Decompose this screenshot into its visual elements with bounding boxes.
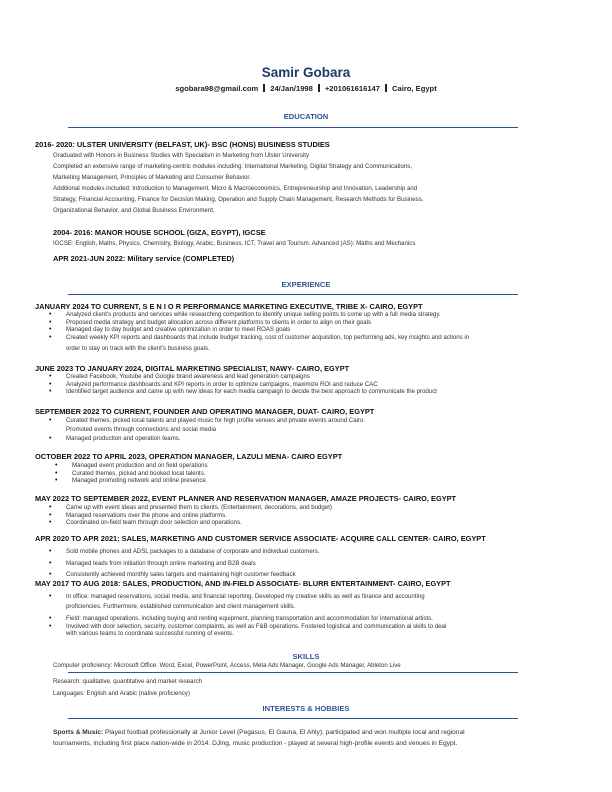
job-bullets — [72, 462, 208, 485]
separator — [263, 84, 265, 92]
bullet-continuation: with various teams to coordinate successful running of events. — [66, 630, 234, 637]
school-line: IGCSE: English, Maths, Physics, Chemistry, Biology, Arabic, Business, ICT, Travel and Tourism. Advanced (AS): Maths and Mechanics — [53, 240, 416, 247]
contact-line — [0, 84, 612, 93]
list-item: • Created Facebook, Youtube and Google brand awareness and lead generation campaigns — [66, 373, 437, 381]
education-line: Completed an extensive range of marketing-centric modules including: International Marketing, Digital Strategy and Communications, — [53, 163, 413, 170]
job-bullets — [66, 615, 446, 630]
school-heading: 2004- 2016: MANOR HOUSE SCHOOL (GIZA, EGYPT), IGCSE — [53, 228, 266, 237]
job-heading: SEPTEMBER 2022 TO CURRENT, FOUNDER AND OPERATING MANAGER, DUAT- CAIRO, EGYPT — [35, 407, 375, 416]
job-bullets — [66, 417, 365, 425]
list-item: • Managed production and operation teams. — [66, 435, 181, 443]
interests-line — [53, 729, 465, 736]
list-item: • Managed leads from initiation through online marketing and B2B deals — [66, 558, 320, 570]
list-item: • Managed event production and on field operations — [72, 462, 208, 470]
list-item: • Came up with event ideas and presented them to clients. (Entertainment, decorations, and budget) — [66, 504, 332, 512]
section-divider — [68, 672, 518, 673]
list-item: • Analyzed client's products and services while researching competition to identify unique selling points to come up with a full media strategy. — [66, 311, 469, 319]
list-item: • Consistently achieved monthly sales targets and maintaining high customer feedback — [66, 569, 320, 581]
list-item: • Proposed media strategy and budget allocation across different platforms to clients in order to align on their goals — [66, 319, 469, 327]
list-item: • Managed reservations over the phone and online platforms. — [66, 512, 332, 520]
job-bullets — [66, 373, 437, 396]
job-heading: JUNE 2023 TO JANUARY 2024, DIGITAL MARKETING SPECIALIST, NAWY- CAIRO, EGYPT — [35, 364, 350, 373]
section-divider — [68, 294, 518, 295]
separator — [318, 84, 320, 92]
bullet-continuation: proficiencies. Furthermore, established communication and client management skills. — [66, 603, 296, 610]
experience-title: EXPERIENCE — [281, 280, 331, 289]
list-item: • Involved with door selection, security, customer complaints, as well as F&B operations. Fostered logistical and communication al skills to deal — [66, 623, 446, 631]
list-item: • In office: managed reservations, social media, and financial reporting. Developed my creative skills as well as finance and accounting — [66, 591, 425, 603]
job-heading: OCTOBER 2022 TO APRIL 2023, OPERATION MANAGER, LAZULI MENA- CAIRO EGYPT — [35, 452, 343, 461]
separator — [385, 84, 387, 92]
phone: +201061616147 — [324, 84, 380, 93]
list-item: • Curated themes, picked and booked local talents. — [72, 470, 208, 478]
interests-text: Played football professionally at Junior Level (Pegasus, El Gauna, El Ahly); participated and won multiple local and regional — [103, 729, 465, 736]
skill-computer: Computer proficiency: Microsoft Office: Word, Excel, PowerPoint, Access, Meta Ads Manager, Google Ads Manager, Ableton Live — [53, 662, 401, 669]
job-heading: APR 2020 TO APR 2021: SALES, MARKETING AND CUSTOMER SERVICE ASSOCIATE- ACQUIRE CALL CENTER- CAIRO, EGYPT — [35, 534, 486, 543]
list-item: • Field: managed operations, including buying and renting equipment, planning transportation and accommodation for international artists. — [66, 615, 446, 623]
job-heading: MAY 2022 TO SEPTEMBER 2022, EVENT PLANNER AND RESERVATION MANAGER, AMAZE PROJECTS- CAIRO, EGYPT — [35, 494, 457, 503]
job-heading: MAY 2017 TO AUG 2018: SALES, PRODUCTION, AND IN-FIELD ASSOCIATE- BLURR ENTERTAINMENT- CAIRO, EGYPT — [35, 579, 451, 588]
bullet-continuation: order to stay on track with the client's business goals. — [66, 345, 210, 352]
education-title: EDUCATION — [283, 112, 329, 121]
candidate-name: Samir Gobara — [261, 65, 351, 80]
list-item: • Managed day to day budget and creative optimization in order to meet ROAS goals — [66, 326, 469, 334]
list-item: • Curated themes, picked local talents and played music for high profile venues and private events around Cairo. — [66, 417, 365, 425]
section-divider — [68, 127, 518, 128]
list-item: • Identified target audience and came up with new ideas for each media campaign to decide the best approach to communicate the product — [66, 388, 437, 396]
list-item: • Created weekly KPI reports and dashboards that include budget tracking, cost of customer acquisition, top performing ads, key insights and actions in — [66, 334, 469, 342]
education-line: Strategy, Financial Accounting, Finance for Decision Making, Operation and Supply Chain Management, Research Methods for Business, — [53, 196, 424, 203]
job-bullets — [66, 435, 181, 443]
education-line: Marketing Management, Principles of Marketing and Consumer Behavior. — [53, 174, 251, 181]
skills-title: SKILLS — [292, 652, 320, 661]
email: sgobara98@gmail.com — [175, 84, 259, 93]
bullet-continuation: Promoted events through connections and social media — [66, 426, 217, 433]
skill-languages: Languages: English and Arabic (native proficiency) — [53, 690, 190, 697]
education-line: Additional modules included: Introduction to Management, Micro & Macroeconomics, Entrepreneurship and Innovation, Leadership and — [53, 185, 418, 192]
list-item: • Coordinated on-field team through door selection and operations. — [66, 519, 332, 527]
list-item: • Analyzed performance dashboards and KPI reports in order to optimize campaigns, maximize ROI and reduce CAC — [66, 381, 437, 389]
job-bullets — [66, 504, 332, 527]
skill-research: Research: qualitative, quantitative and market research — [53, 678, 203, 685]
section-divider — [68, 718, 518, 719]
interests-label: Sports & Music: — [53, 729, 104, 736]
date-of-birth: 24/Jan/1998 — [270, 84, 313, 93]
education-line: Graduated with Honors in Business Studies with Specialism in Marketing from Ulster University — [53, 152, 310, 159]
job-bullets — [66, 546, 320, 581]
university-heading: 2016- 2020: ULSTER UNIVERSITY (BELFAST, UK)- BSC (HONS) BUSINESS STUDIES — [35, 140, 330, 149]
interests-line: tournaments, including first place nation-wide in 2014. DJing, music production - played at several high-profile events and venues in Egypt. — [53, 740, 458, 747]
list-item: • Sold mobile phones and ADSL packages to a database of corporate and individual customers. — [66, 546, 320, 558]
location: Cairo, Egypt — [392, 84, 437, 93]
list-item: • Managed promoting network and online presence. — [72, 477, 208, 485]
military-service: APR 2021-JUN 2022: Military service (COMPLETED) — [53, 254, 235, 263]
job-bullets — [66, 591, 425, 603]
interests-title: INTERESTS & HOBBIES — [262, 704, 350, 713]
job-heading: JANUARY 2024 TO CURRENT, S E N I O R PERFORMANCE MARKETING EXECUTIVE, TRIBE X- CAIRO, EGYPT — [35, 302, 423, 311]
job-bullets — [66, 311, 469, 341]
education-line: Organizational Behavior, and Global Business Environment. — [53, 207, 215, 214]
